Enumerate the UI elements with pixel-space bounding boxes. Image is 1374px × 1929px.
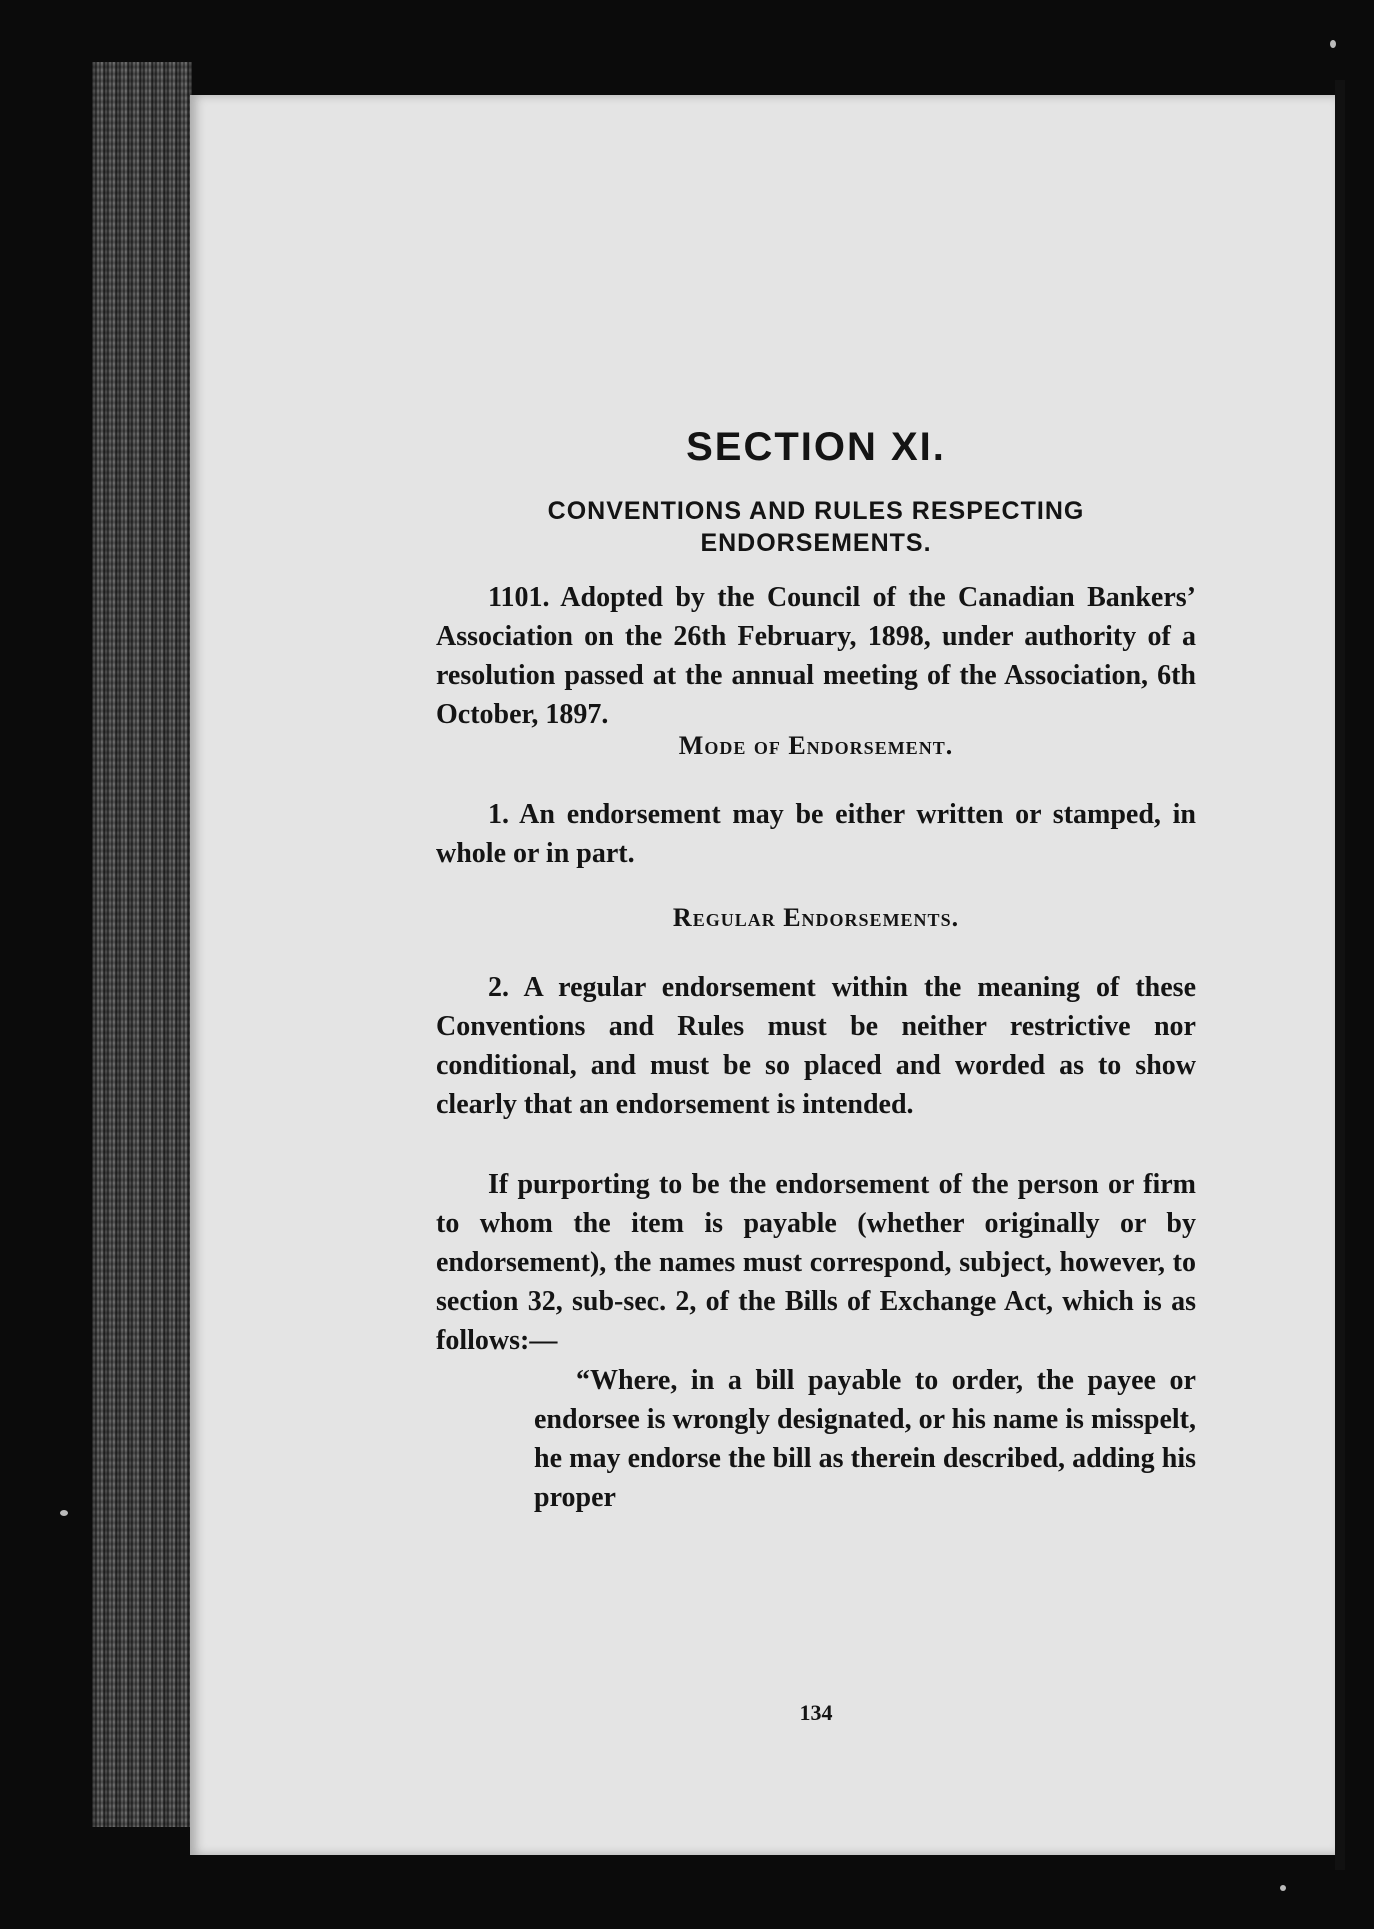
rule-1-paragraph: 1. An endorsement may be either written or stamped, in whole or in part.: [436, 799, 1196, 869]
book-page-edges: [92, 62, 192, 1827]
heading-regular-endorsements: Regular Endorsements.: [672, 903, 960, 932]
section-title: SECTION XI.: [686, 425, 946, 469]
purporting-paragraph: If purporting to be the endorsement of the person or firm to whom the item is payable (whether originally or by endorsement), the names must correspond, subject, however, to section 32, sub-sec. 2, of the Bills of Exchange Act, which is as follows:—: [436, 1169, 1196, 1356]
heading-mode-of-endorsement: Mode of Endorsement.: [678, 731, 954, 760]
bills-of-exchange-quote: “Where, in a bill payable to order, the payee or endorsee is wrongly designated, or his name is misspelt, he may endorse the bill as therein described, adding his proper: [534, 1365, 1196, 1513]
scan-speck: [1280, 1885, 1286, 1891]
page-number: 134: [799, 1700, 833, 1725]
section-subtitle: CONVENTIONS AND RULES RESPECTING ENDORSEMENTS.: [547, 497, 1085, 557]
scan-speck: [60, 1510, 68, 1516]
intro-paragraph: 1101. Adopted by the Council of the Canadian Bankers’ Association on the 26th February, 1898, under authority of a resolution passed at the annual meeting of the Association, 6th October, 1897.: [436, 582, 1196, 730]
page-sheet: [190, 95, 1335, 1855]
scan-speck: [1330, 40, 1336, 48]
rule-2-paragraph: 2. A regular endorsement within the meaning of these Conventions and Rules must be neither restrictive nor conditional, and must be so placed and worded as to show clearly that an endorsement is intended.: [436, 972, 1196, 1120]
right-page-edge: [1335, 80, 1345, 1870]
